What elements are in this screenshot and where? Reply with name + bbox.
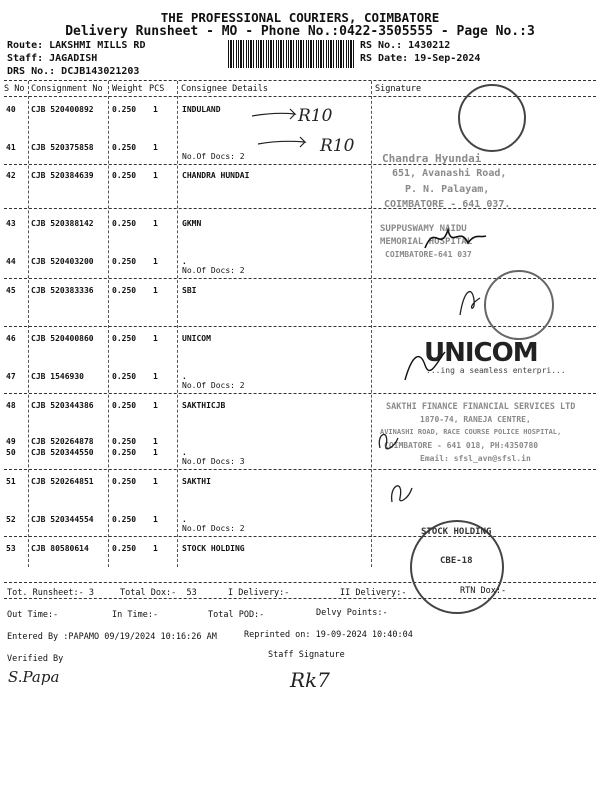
stamp-text: SAKTHI FINANCE FINANCIAL SERVICES LTD — [386, 402, 576, 412]
row-consignment: CJB 80580614 — [31, 544, 89, 553]
col-weight: Weight — [112, 84, 143, 94]
row-consignee: SBI — [182, 286, 197, 295]
row-consignee: STOCK HOLDING — [182, 544, 245, 553]
stamp-text: Email: sfsl_avn@sfsl.in — [420, 454, 531, 463]
row-doc-count: No.Of Docs: 2 — [182, 152, 245, 161]
row-consignment: CJB 520384639 — [31, 171, 94, 180]
total-dox: Total Dox:- 53 — [120, 588, 197, 598]
col-consignment: Consignment No — [31, 84, 103, 94]
row-weight: 0.250 — [112, 143, 137, 152]
rs-number: RS No.: 1430212 — [360, 40, 451, 51]
divider — [4, 469, 596, 470]
staff-label: Staff: JAGADISH — [7, 53, 98, 64]
stamp-text: COIMBATORE - 641 037. — [384, 199, 511, 210]
row-consignment: CJB 520375858 — [31, 143, 94, 152]
row-consignee: GKMN — [182, 219, 202, 228]
column-separator — [28, 81, 29, 567]
row-weight: 0.250 — [112, 171, 137, 180]
row-weight: 0.250 — [112, 544, 137, 553]
row-doc-count: No.Of Docs: 2 — [182, 524, 245, 533]
total-runsheet: Tot. Runsheet:- 3 — [7, 588, 94, 598]
row-pcs: 1 — [153, 401, 158, 410]
row-pcs: 1 — [153, 171, 158, 180]
handwritten-r10: R10 — [320, 136, 355, 156]
drs-number: DRS No.: DCJB143021203 — [7, 66, 140, 77]
row-doc-count: No.Of Docs: 3 — [182, 457, 245, 466]
row-weight: 0.250 — [112, 477, 137, 486]
row-sno: 40 — [6, 105, 16, 114]
row-pcs: 1 — [153, 334, 158, 343]
divider — [4, 393, 596, 394]
stamp-text: CBE-18 — [440, 556, 473, 566]
col-sno: S No — [4, 84, 25, 94]
ii-delivery: II Delivery:- — [340, 588, 407, 598]
row-consignment: CJB 520344386 — [31, 401, 94, 410]
company-title: THE PROFESSIONAL COURIERS, COIMBATORE — [160, 10, 440, 25]
stamp-text: AVINASHI ROAD, RACE COURSE POLICE HOSPITAL, — [380, 428, 562, 436]
signature-mark — [450, 280, 490, 320]
row-consignment: CJB 520400860 — [31, 334, 94, 343]
row-doc-count: No.Of Docs: 2 — [182, 381, 245, 390]
stamp-text: STOCK HOLDING — [421, 527, 492, 537]
row-pcs: 1 — [153, 143, 158, 152]
row-consignee: SAKTHICJB — [182, 401, 226, 410]
row-weight: 0.250 — [112, 334, 137, 343]
row-consignment: CJB 520388142 — [31, 219, 94, 228]
column-separator — [371, 81, 372, 567]
row-weight: 0.250 — [112, 401, 137, 410]
signature-mark — [400, 340, 450, 385]
row-pcs: 1 — [153, 105, 158, 114]
stamp-text: P. N. Palayam, — [405, 184, 490, 195]
row-pcs: 1 — [153, 372, 158, 381]
rtn-dox: RTN Dox:- — [460, 586, 507, 596]
row-sno: 47 — [6, 372, 16, 381]
row-consignee: CHANDRA HUNDAI — [182, 171, 250, 180]
stamp-text: COIMBATORE - 641 018, PH:4350780 — [384, 441, 539, 450]
divider — [4, 598, 596, 599]
stamp-text: MEMORIAL HOSPITAL — [380, 237, 473, 247]
row-weight: 0.250 — [112, 448, 137, 457]
row-sno: 46 — [6, 334, 16, 343]
reprinted-on: Reprinted on: 19-09-2024 10:40:04 — [244, 630, 413, 640]
divider — [4, 164, 596, 165]
verified-by: Verified By — [7, 654, 64, 664]
row-dot: . — [182, 448, 187, 457]
delivery-points: Delvy Points:- — [316, 608, 388, 618]
unicom-tagline: ...ing a seamless enterpri... — [426, 366, 566, 375]
row-consignee: SAKTHI — [182, 477, 211, 486]
row-sno: 43 — [6, 219, 16, 228]
row-sno: 42 — [6, 171, 16, 180]
stamp-text: COIMBATORE-641 037 — [385, 250, 472, 259]
total-pod: Total POD:- — [208, 610, 265, 620]
row-consignment: CJB 520264878 — [31, 437, 94, 446]
row-sno: 51 — [6, 477, 16, 486]
signature-mark — [420, 218, 490, 258]
i-delivery: I Delivery:- — [228, 588, 290, 598]
rs-date: RS Date: 19-Sep-2024 — [360, 53, 481, 64]
divider — [4, 582, 596, 583]
row-dot: . — [182, 515, 187, 524]
unicom-logo: UNICOM — [424, 338, 538, 368]
row-pcs: 1 — [153, 257, 158, 266]
row-dot: . — [182, 372, 187, 381]
row-consignment: CJB 520400892 — [31, 105, 94, 114]
row-weight: 0.250 — [112, 515, 137, 524]
divider — [4, 536, 596, 537]
stamp-text: SUPPUSWAMY NAIDU — [380, 224, 467, 234]
row-consignment: CJB 520344550 — [31, 448, 94, 457]
row-consignee: UNICOM — [182, 334, 211, 343]
staff-signature: Rk7 — [290, 668, 330, 692]
row-sno: 49 — [6, 437, 16, 446]
runsheet-title: Delivery Runsheet - MO - Phone No.:0422-3505555 - Page No.:3 — [65, 24, 535, 39]
row-weight: 0.250 — [112, 219, 137, 228]
row-consignment: CJB 520344554 — [31, 515, 94, 524]
row-weight: 0.250 — [112, 257, 137, 266]
column-separator — [177, 81, 178, 567]
out-time: Out Time:- — [7, 610, 59, 620]
row-consignment: CJB 1546930 — [31, 372, 84, 381]
divider — [4, 80, 596, 81]
row-sno: 52 — [6, 515, 16, 524]
in-time: In Time:- — [112, 610, 159, 620]
row-sno: 45 — [6, 286, 16, 295]
route-label: Route: LAKSHMI MILLS RD — [7, 40, 146, 51]
row-consignment: CJB 520264851 — [31, 477, 94, 486]
round-stamp — [458, 84, 526, 152]
bank-seal-icon — [484, 270, 554, 340]
row-weight: 0.250 — [112, 105, 137, 114]
row-consignment: CJB 520383336 — [31, 286, 94, 295]
col-signature: Signature — [375, 84, 422, 94]
row-weight: 0.250 — [112, 372, 137, 381]
row-sno: 50 — [6, 448, 16, 457]
row-pcs: 1 — [153, 286, 158, 295]
stamp-text: 1870-74, RANEJA CENTRE, — [420, 415, 531, 424]
staff-signature-label: Staff Signature — [268, 650, 345, 660]
signature-mark — [372, 418, 402, 458]
row-doc-count: No.Of Docs: 2 — [182, 266, 245, 275]
row-pcs: 1 — [153, 448, 158, 457]
verified-signature: S.Papa — [8, 668, 60, 686]
handwritten-r10: R10 — [298, 106, 333, 126]
row-pcs: 1 — [153, 477, 158, 486]
row-pcs: 1 — [153, 219, 158, 228]
column-separator — [108, 81, 109, 567]
row-sno: 53 — [6, 544, 16, 553]
row-weight: 0.250 — [112, 286, 137, 295]
signature-mark — [386, 470, 416, 510]
row-consignee: INDULAND — [182, 105, 221, 114]
col-consignee: Consignee Details — [181, 84, 268, 94]
entered-by: Entered By :PAPAMO 09/19/2024 10:16:26 AM — [7, 632, 217, 642]
row-weight: 0.250 — [112, 437, 137, 446]
row-pcs: 1 — [153, 515, 158, 524]
col-pcs: PCS — [149, 84, 165, 94]
stamp-text: Chandra Hyundai — [382, 152, 482, 165]
row-pcs: 1 — [153, 544, 158, 553]
row-sno: 41 — [6, 143, 16, 152]
stamp-text: 651, Avanashi Road, — [392, 168, 507, 179]
row-sno: 48 — [6, 401, 16, 410]
row-consignment: CJB 520403200 — [31, 257, 94, 266]
row-pcs: 1 — [153, 437, 158, 446]
row-sno: 44 — [6, 257, 16, 266]
barcode — [228, 40, 354, 68]
row-dot: . — [182, 257, 187, 266]
